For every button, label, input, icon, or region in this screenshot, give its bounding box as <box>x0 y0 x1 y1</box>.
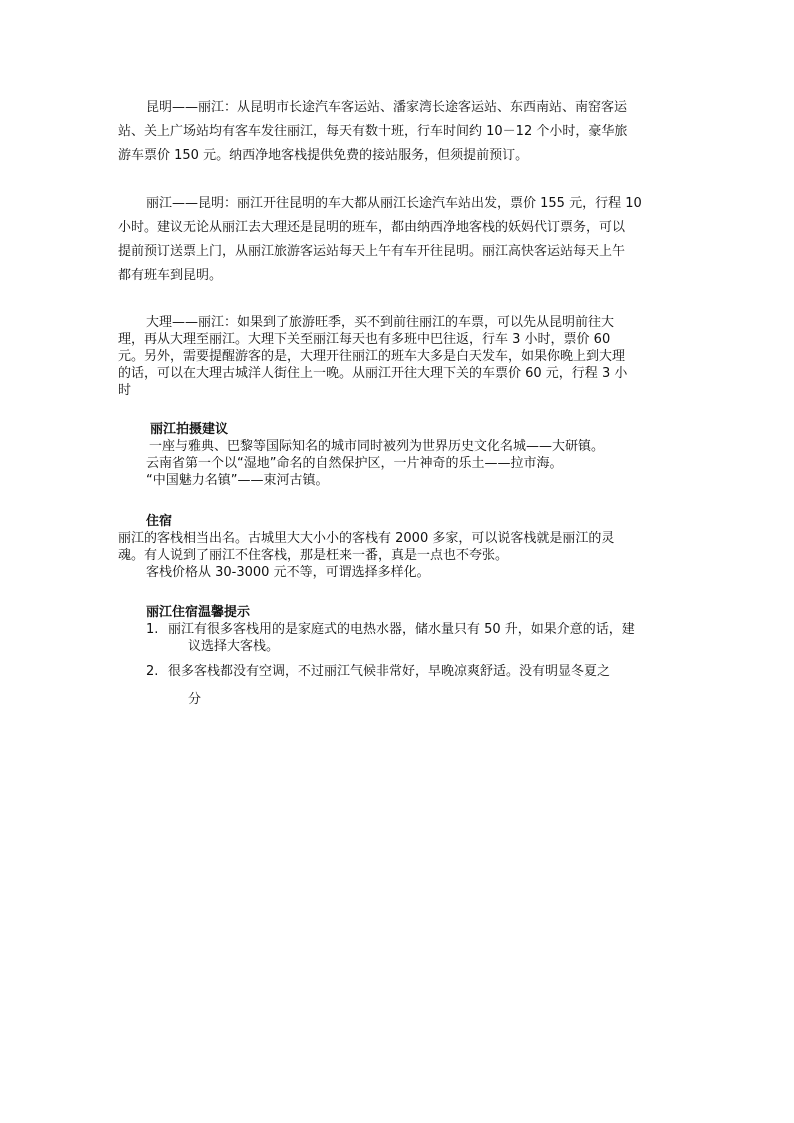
list-number: 1. <box>146 622 159 637</box>
text-line: 丽江有很多客栈用的是家庭式的电热水器，储水量只有 50 升，如果介意的话，建 <box>168 622 635 637</box>
list-item <box>146 663 635 708</box>
heading-accommodation: 住宿 <box>146 514 173 529</box>
paragraph-lijiang-kunming <box>118 192 674 288</box>
text-line: 都有班车到昆明。 <box>118 268 223 283</box>
paragraph-dali-lijiang <box>118 314 674 399</box>
text-line: 游车票价 150 元。纳西净地客栈提供免费的接站服务，但须提前预订。 <box>118 148 529 163</box>
text-line: 提前预订送票上门，从丽江旅游客运站每天上午有车开往昆明。丽江高快客运站每天上午 <box>118 244 626 259</box>
text-line: 站、关上广场站均有客车发往丽江，每天有数十班，行车时间约 10－12 个小时，豪华旅 <box>118 124 628 139</box>
text-line: “中国魅力名镇”——束河古镇。 <box>146 473 329 488</box>
list-item <box>146 621 635 663</box>
text-line: 元。另外，需要提醒游客的是，大理开往丽江的班车大多是白天发车，如果你晚上到大理 <box>118 349 626 364</box>
text-line: 丽江——昆明：丽江开往昆明的车大都从丽江长途汽车站出发，票价 155 元，行程 10 <box>146 196 642 211</box>
text-line: 魂。有人说到了丽江不住客栈，那是枉来一番，真是一点也不夸张。 <box>118 548 509 563</box>
text-line: 丽江的客栈相当出名。古城里大大小小的客栈有 2000 多家，可以说客栈就是丽江的灵 <box>118 531 615 546</box>
text-line: 一座与雅典、巴黎等国际知名的城市同时被列为世界历史文化名城——大研镇。 <box>149 439 605 454</box>
text-line: 分 <box>188 692 202 707</box>
text-line: 时 <box>118 383 132 398</box>
heading-stay-tips: 丽江住宿温馨提示 <box>146 605 251 620</box>
paragraph-accommodation <box>118 530 674 581</box>
text-line: 议选择大客栈。 <box>188 639 280 654</box>
paragraph-kunming-lijiang <box>118 96 674 168</box>
photo-tips-list <box>146 438 604 489</box>
text-line: 昆明——丽江：从昆明市长途汽车客运站、潘家湾长途客运站、东西南站、南窑客运 <box>146 100 628 115</box>
heading-photo-tips: 丽江拍摄建议 <box>150 422 229 437</box>
text-line: 小时。建议无论从丽江去大理还是昆明的班车，都由纳西净地客栈的妖妈代订票务，可以 <box>118 220 626 235</box>
stay-tips-list <box>146 621 635 708</box>
text-line: 客栈价格从 30-3000 元不等，可谓选择多样化。 <box>146 565 430 580</box>
text-line: 大理——丽江：如果到了旅游旺季，买不到前往丽江的车票，可以先从昆明前往大 <box>146 315 615 330</box>
text-line: 很多客栈都没有空调，不过丽江气候非常好，早晚凉爽舒适。没有明显冬夏之 <box>168 664 611 679</box>
text-line: 云南省第一个以“湿地”命名的自然保护区，一片神奇的乐土——拉市海。 <box>146 456 563 471</box>
text-line: 的话，可以在大理古城洋人街住上一晚。从丽江开往大理下关的车票价 60 元，行程 3 小 <box>118 366 628 381</box>
text-line: 理，再从大理至丽江。大理下关至丽江每天也有多班中巴往返，行车 3 小时，票价 60 <box>118 332 611 347</box>
list-number: 2. <box>146 664 159 679</box>
